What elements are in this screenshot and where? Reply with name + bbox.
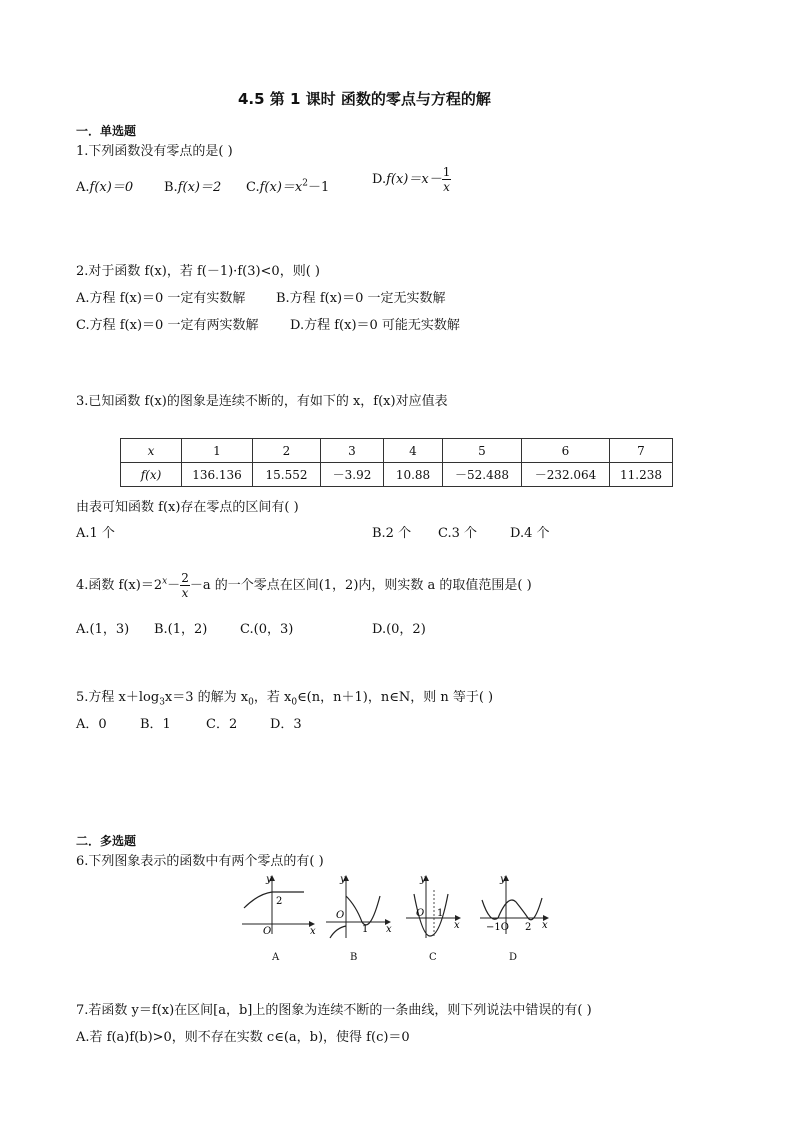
table-cell: 6: [522, 439, 610, 463]
table-cell: 11.238: [610, 463, 673, 487]
graph-b: [322, 872, 394, 942]
q3-after-table: 由表可知函数 f(x)存在零点的区间有( ): [76, 500, 299, 515]
graph-c-y-label: y: [420, 874, 426, 885]
q3-stem: 3.已知函数 f(x)的图象是连续不断的，有如下的 x，f(x)对应值表: [76, 394, 448, 409]
q3-option-d: D.4 个: [510, 526, 550, 541]
q4-stem: [76, 572, 532, 599]
table-cell: x: [121, 439, 182, 463]
table-cell: －52.488: [443, 463, 522, 487]
q6-stem: 6.下列图象表示的函数中有两个零点的有( ): [76, 854, 324, 869]
table-cell: 10.88: [384, 463, 443, 487]
q4-option-c: C.(0，3): [240, 622, 294, 637]
q5-stem-sub: 3: [159, 697, 165, 708]
graph-b-label: B: [350, 952, 358, 963]
q3-option-c: C.3 个: [438, 526, 478, 541]
q3-option-b: B.2 个: [372, 526, 412, 541]
q5-option-b: B．1: [140, 717, 171, 732]
table-cell: 4: [384, 439, 443, 463]
q1-option-c-expr2: －1: [307, 180, 330, 195]
table-cell: 1: [182, 439, 253, 463]
graph-c: [402, 872, 462, 942]
q4-stem-pre: 4.函数 f(x)＝2: [76, 578, 163, 593]
graph-c-origin: O: [416, 908, 425, 919]
q4-option-d: D.(0，2): [372, 622, 426, 637]
q5-stem-sub0: 0: [248, 697, 254, 708]
q1-option-c-prefix: C.: [246, 180, 260, 195]
q5-stem-pre: 5.方程 x＋log: [76, 690, 160, 705]
q1-option-d-expr: f(x)＝x－: [386, 172, 442, 187]
q5-stem-sub1: 0: [291, 697, 298, 708]
q1-option-d-prefix: D.: [372, 172, 387, 187]
graph-b-origin: O: [336, 910, 345, 921]
table-cell: f(x): [121, 463, 182, 487]
q5-stem-mid: x＝3 的解为 x: [164, 690, 249, 705]
graph-d-x-label: x: [542, 920, 548, 931]
q2-option-c: C.方程 f(x)＝0 一定有两实数解: [76, 318, 259, 333]
graph-b-mark: 1: [362, 924, 369, 935]
q1-option-a-expr: f(x)＝0: [89, 180, 134, 195]
q5-option-a: A．0: [76, 717, 107, 732]
value-table: [120, 438, 673, 487]
q5-stem: [76, 686, 493, 708]
q4-option-b: B.(1，2): [154, 622, 208, 637]
table-cell: 2: [253, 439, 321, 463]
q7-option-a: A.若 f(a)f(b)>0，则不存在实数 c∈(a，b)，使得 f(c)＝0: [76, 1030, 410, 1045]
table-cell: 7: [610, 439, 673, 463]
graph-d: [478, 872, 550, 942]
q5-stem-post: ∈(n，n＋1)，n∈N，则 n 等于( ): [297, 690, 494, 705]
graph-c-label: C: [429, 952, 437, 963]
table-cell: 3: [321, 439, 384, 463]
q2-option-b: B.方程 f(x)＝0 一定无实数解: [276, 291, 446, 306]
table-row: [121, 439, 673, 463]
q2-stem: 2.对于函数 f(x)，若 f(－1)·f(3)<0，则( ): [76, 264, 320, 279]
graph-d-y-label: y: [500, 874, 506, 885]
graph-a-x-label: x: [310, 926, 316, 937]
table-cell: －232.064: [522, 463, 610, 487]
q5-stem-mid2: ，若 x: [253, 690, 292, 705]
graph-a-label: A: [272, 952, 280, 963]
q1-stem: 1.下列函数没有零点的是( ): [76, 144, 233, 159]
graph-d-mark: 2: [525, 922, 532, 933]
q3-option-a: A.1 个: [76, 526, 115, 541]
graph-b-y-label: y: [340, 874, 346, 885]
q1-option-b-expr: f(x)＝2: [177, 180, 222, 195]
q1-option-c-sup: 2: [302, 178, 308, 189]
q1-option-d: [372, 166, 451, 193]
graph-d-origin: −1O: [486, 922, 509, 933]
graph-a-y-label: y: [266, 874, 272, 885]
graph-a-origin: O: [263, 926, 272, 937]
table-cell: 136.136: [182, 463, 253, 487]
q2-option-a: A.方程 f(x)＝0 一定有实数解: [76, 291, 246, 306]
table-cell: 5: [443, 439, 522, 463]
graph-b-x-label: x: [386, 924, 392, 935]
q7-stem: 7.若函数 y＝f(x)在区间[a，b]上的图象为连续不断的一条曲线，则下列说法中错误的有( ): [76, 1003, 592, 1018]
graph-c-mark: 1: [437, 908, 444, 919]
q1-option-d-fraction: $\frac{1}{x}$: [442, 165, 451, 194]
q1-option-a: [76, 176, 133, 195]
q1-option-b: [164, 176, 221, 195]
graph-d-label: D: [509, 952, 518, 963]
q1-option-c: [246, 176, 329, 195]
q4-stem-minus: －: [167, 578, 181, 593]
q1-option-c-expr: f(x)＝x: [259, 180, 303, 195]
graph-a: [238, 872, 318, 938]
page-title: 4.5 第 1 课时 函数的零点与方程的解: [238, 90, 491, 108]
q1-option-a-prefix: A.: [76, 180, 90, 195]
q5-option-c: C．2: [206, 717, 238, 732]
q4-option-a: A.(1，3): [76, 622, 130, 637]
q1-option-b-prefix: B.: [164, 180, 178, 195]
q4-stem-post: －a 的一个零点在区间(1，2)内，则实数 a 的取值范围是( ): [189, 578, 532, 593]
table-cell: －3.92: [321, 463, 384, 487]
graph-c-x-label: x: [454, 920, 460, 931]
q4-stem-sup: x: [162, 576, 168, 587]
q2-option-d: D.方程 f(x)＝0 可能无实数解: [290, 318, 460, 333]
q5-option-d: D．3: [270, 717, 302, 732]
graph-a-mark: 2: [276, 896, 283, 907]
table-row: [121, 463, 673, 487]
section-multi-choice: 二．多选题: [76, 834, 137, 848]
section-single-choice: 一．单选题: [76, 124, 137, 138]
table-cell: 15.552: [253, 463, 321, 487]
q4-fraction: $\frac{2}{x}$: [181, 571, 189, 600]
